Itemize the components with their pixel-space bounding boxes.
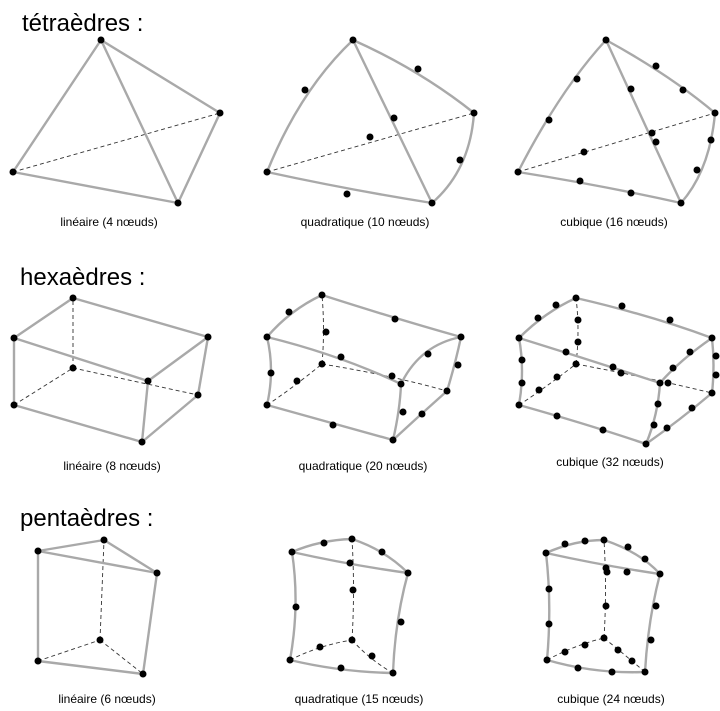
- node-point: [713, 353, 720, 360]
- node-point: [98, 37, 105, 44]
- node-point: [575, 665, 582, 672]
- visible-edge: [576, 298, 712, 338]
- visible-edge: [546, 540, 604, 553]
- node-point: [350, 37, 357, 44]
- visible-edge: [646, 393, 712, 444]
- node-point: [367, 134, 374, 141]
- node-point: [392, 316, 399, 323]
- node-point: [457, 157, 464, 164]
- node-point: [429, 200, 436, 207]
- node-point: [425, 351, 432, 358]
- node-point: [145, 378, 152, 385]
- hidden-edge: [13, 113, 220, 172]
- node-point: [601, 537, 608, 544]
- hexa-quadratic-figure: [264, 292, 465, 444]
- node-point: [347, 560, 354, 567]
- penta-cubic-figure: [543, 537, 664, 676]
- node-point: [615, 647, 622, 654]
- visible-edge: [432, 113, 474, 203]
- hexa-linear-figure: [11, 295, 212, 446]
- node-point: [175, 200, 182, 207]
- node-point: [649, 130, 656, 137]
- visible-edge: [519, 338, 660, 383]
- node-point: [205, 334, 212, 341]
- node-point: [678, 200, 685, 207]
- penta-linear-figure: [35, 537, 161, 678]
- node-point: [515, 169, 522, 176]
- visible-edge: [267, 40, 353, 172]
- node-point: [600, 427, 607, 434]
- node-point: [562, 649, 569, 656]
- hidden-edge: [38, 640, 100, 661]
- node-point: [665, 380, 672, 387]
- node-point: [419, 411, 426, 418]
- node-point: [643, 441, 650, 448]
- node-point: [582, 538, 589, 545]
- node-point: [657, 571, 664, 578]
- node-point: [444, 388, 451, 395]
- visible-edge: [519, 298, 576, 338]
- node-point: [294, 378, 301, 385]
- node-point: [642, 556, 649, 563]
- node-point: [619, 303, 626, 310]
- visible-edge: [143, 573, 157, 674]
- node-point: [264, 402, 271, 409]
- node-point: [11, 335, 18, 342]
- node-point: [655, 401, 662, 408]
- node-point: [338, 665, 345, 672]
- visible-edge: [14, 338, 148, 442]
- node-point: [653, 139, 660, 146]
- node-point: [689, 405, 696, 412]
- tetra-cubic-figure: [515, 37, 719, 207]
- node-point: [338, 354, 345, 361]
- node-point: [471, 110, 478, 117]
- tetra-linear-figure: [10, 37, 224, 207]
- caption-tetra-linear: linéaire (4 nœuds): [60, 215, 158, 229]
- visible-edge: [712, 338, 714, 393]
- node-point: [642, 669, 649, 676]
- node-point: [35, 658, 42, 665]
- node-point: [369, 653, 376, 660]
- node-point: [264, 169, 271, 176]
- node-point: [648, 637, 655, 644]
- node-point: [609, 669, 616, 676]
- node-point: [554, 374, 561, 381]
- node-point: [35, 548, 42, 555]
- node-point: [553, 302, 560, 309]
- node-point: [350, 587, 357, 594]
- node-point: [546, 117, 553, 124]
- hidden-edge: [14, 368, 73, 405]
- node-point: [391, 115, 398, 122]
- visible-edge: [322, 295, 461, 337]
- node-point: [628, 190, 635, 197]
- node-point: [379, 549, 386, 556]
- section-title-pentahedra: pentaèdres :: [20, 505, 154, 532]
- visible-edge: [38, 661, 143, 674]
- node-point: [629, 658, 636, 665]
- visible-edge: [645, 574, 660, 672]
- hexa-cubic-figure: [516, 295, 720, 448]
- node-point: [289, 549, 296, 556]
- hidden-edge: [604, 540, 606, 638]
- visible-edge: [142, 337, 208, 442]
- tetra-quadratic-figure: [264, 37, 478, 207]
- node-point: [330, 422, 337, 429]
- node-point: [618, 370, 625, 377]
- node-point: [670, 365, 677, 372]
- node-point: [405, 570, 412, 577]
- node-point: [624, 569, 631, 576]
- node-point: [562, 541, 569, 548]
- node-point: [603, 37, 610, 44]
- node-point: [667, 317, 674, 324]
- node-point: [349, 536, 356, 543]
- node-point: [610, 364, 617, 371]
- node-point: [554, 413, 561, 420]
- visible-edge: [519, 405, 646, 444]
- node-point: [563, 349, 570, 356]
- node-point: [390, 437, 397, 444]
- node-point: [574, 76, 581, 83]
- node-point: [101, 537, 108, 544]
- node-point: [575, 317, 582, 324]
- node-point: [680, 87, 687, 94]
- node-point: [319, 361, 326, 368]
- node-point: [713, 372, 720, 379]
- node-point: [653, 603, 660, 610]
- caption-tetra-quadratic: quadratique (10 nœuds): [300, 215, 430, 229]
- visible-edge: [13, 40, 178, 203]
- node-point: [519, 380, 526, 387]
- node-point: [97, 637, 104, 644]
- node-point: [344, 191, 351, 198]
- node-point: [400, 409, 407, 416]
- node-point: [317, 644, 324, 651]
- visible-edge: [38, 540, 157, 573]
- node-point: [516, 402, 523, 409]
- caption-hexa-quadratic: quadratique (20 nœuds): [298, 459, 428, 473]
- node-point: [628, 86, 635, 93]
- node-point: [573, 295, 580, 302]
- node-point: [653, 63, 660, 70]
- hidden-edge: [576, 298, 578, 364]
- node-point: [536, 387, 543, 394]
- node-point: [390, 670, 397, 677]
- visible-edge: [353, 40, 432, 203]
- node-point: [546, 586, 553, 593]
- hidden-edge: [604, 638, 645, 672]
- node-point: [70, 295, 77, 302]
- node-point: [516, 335, 523, 342]
- node-point: [398, 619, 405, 626]
- node-point: [398, 381, 405, 388]
- node-point: [603, 603, 610, 610]
- visible-edge: [518, 40, 606, 172]
- caption-tetra-cubic: cubique (16 nœuds): [560, 215, 668, 229]
- hidden-edge: [100, 540, 104, 640]
- node-point: [264, 334, 271, 341]
- node-point: [458, 334, 465, 341]
- node-point: [286, 309, 293, 316]
- visible-edge: [14, 298, 208, 381]
- node-point: [154, 570, 161, 577]
- node-point: [604, 569, 611, 576]
- visible-edge: [267, 337, 401, 384]
- penta-quadratic-figure: [287, 536, 412, 677]
- caption-penta-linear: linéaire (6 nœuds): [58, 692, 156, 706]
- node-point: [415, 66, 422, 73]
- node-point: [319, 292, 326, 299]
- visible-edge: [660, 338, 712, 383]
- hidden-edge: [73, 368, 198, 395]
- section-title-tetrahedra: tétraèdres :: [22, 10, 144, 37]
- node-point: [543, 550, 550, 557]
- node-point: [287, 657, 294, 664]
- node-point: [581, 149, 588, 156]
- visible-edge: [101, 40, 220, 203]
- node-point: [389, 373, 396, 380]
- node-point: [323, 329, 330, 336]
- node-point: [321, 540, 328, 547]
- node-point: [575, 339, 582, 346]
- node-point: [546, 621, 553, 628]
- node-point: [268, 370, 275, 377]
- node-point: [664, 425, 671, 432]
- node-point: [708, 137, 715, 144]
- visible-edge: [546, 553, 660, 574]
- node-point: [625, 544, 632, 551]
- node-point: [349, 637, 356, 644]
- node-point: [139, 439, 146, 446]
- caption-hexa-cubic: cubique (32 nœuds): [556, 455, 664, 469]
- node-point: [544, 657, 551, 664]
- node-point: [577, 178, 584, 185]
- hidden-edge: [267, 113, 474, 172]
- visible-edge: [519, 338, 522, 405]
- node-point: [10, 169, 17, 176]
- node-point: [657, 380, 664, 387]
- visible-edge: [267, 405, 393, 440]
- hidden-edge: [267, 364, 322, 405]
- visible-edge: [518, 172, 681, 203]
- node-point: [694, 167, 701, 174]
- hidden-edge: [547, 638, 604, 660]
- section-title-hexahedra: hexaèdres :: [20, 264, 146, 291]
- node-point: [687, 349, 694, 356]
- node-point: [535, 315, 542, 322]
- node-point: [140, 671, 147, 678]
- node-point: [651, 422, 658, 429]
- node-point: [217, 110, 224, 117]
- node-point: [293, 604, 300, 611]
- node-point: [455, 362, 462, 369]
- node-point: [195, 392, 202, 399]
- visible-edge: [606, 40, 681, 203]
- visible-edge: [267, 172, 432, 203]
- node-point: [302, 87, 309, 94]
- hidden-edge: [519, 364, 576, 405]
- node-point: [573, 361, 580, 368]
- node-point: [601, 635, 608, 642]
- visible-edge: [267, 295, 322, 337]
- caption-penta-quadratic: quadratique (15 nœuds): [294, 692, 424, 706]
- node-point: [709, 335, 716, 342]
- node-point: [11, 402, 18, 409]
- node-point: [709, 390, 716, 397]
- caption-hexa-linear: linéaire (8 nœuds): [63, 459, 161, 473]
- node-point: [712, 110, 719, 117]
- visible-edge: [681, 113, 715, 203]
- visible-edge: [546, 553, 549, 660]
- node-point: [582, 642, 589, 649]
- node-point: [70, 365, 77, 372]
- node-point: [519, 357, 526, 364]
- caption-penta-cubic: cubique (24 nœuds): [557, 692, 665, 706]
